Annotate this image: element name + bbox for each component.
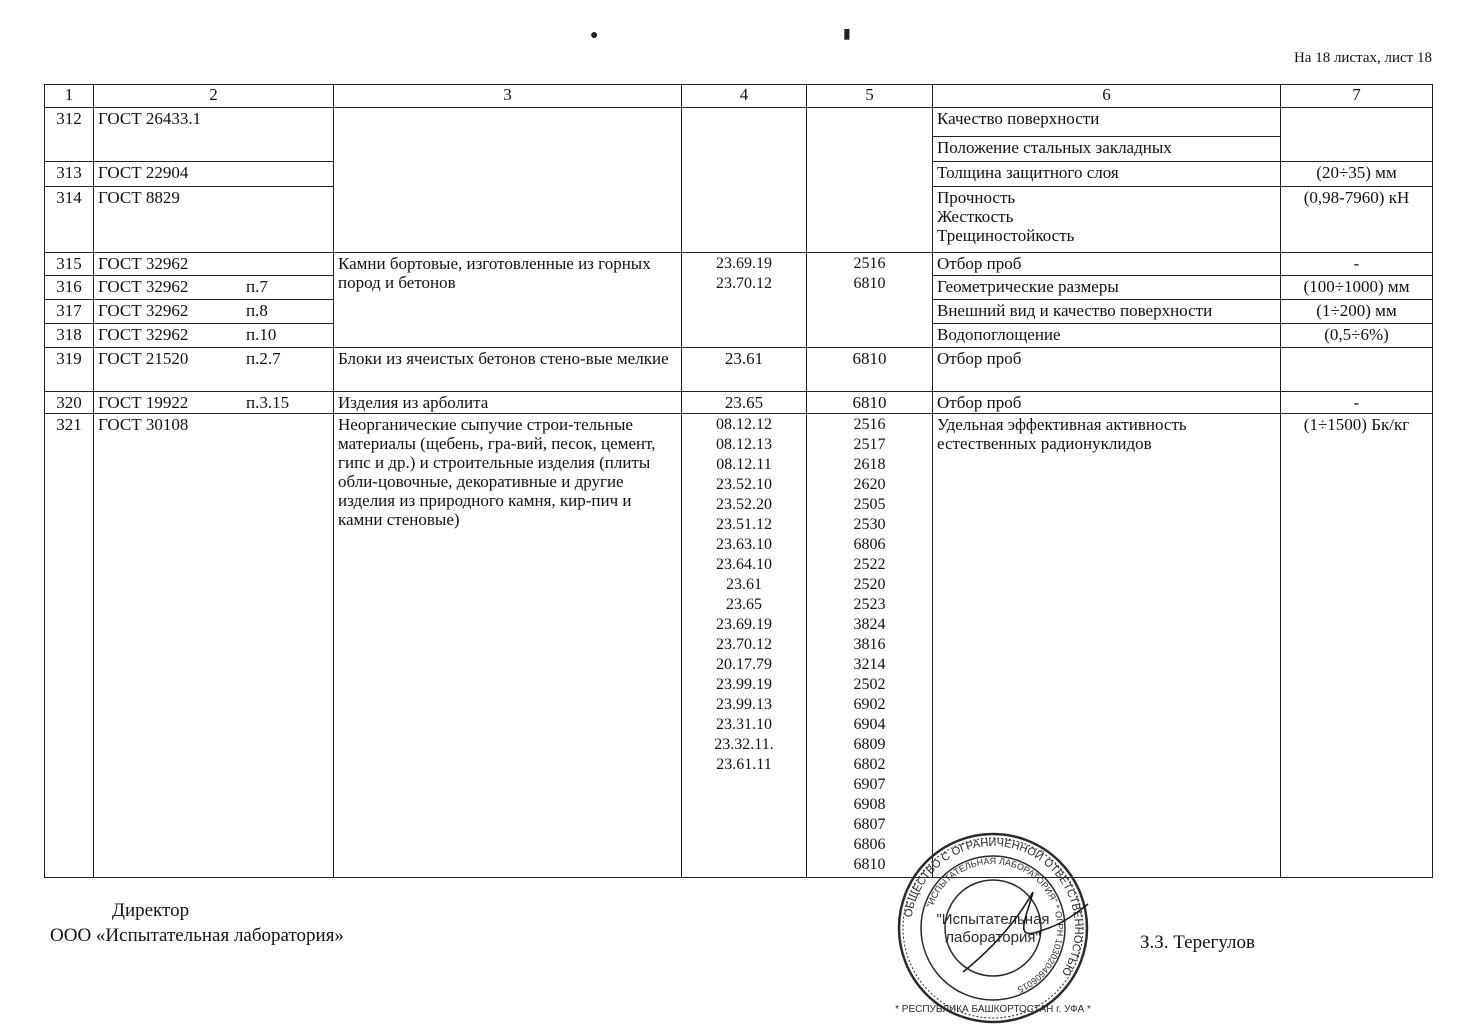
gost-standard: ГОСТ 21520: [98, 349, 189, 368]
parameter-group: [933, 187, 1281, 253]
stamp-center-line: "Испытательная: [936, 911, 1050, 928]
table-row: [45, 108, 1433, 137]
organization-name: ООО «Испытательная лаборатория»: [50, 925, 344, 946]
tnved-code-list: [807, 253, 933, 348]
okpd-code: 23.31.10: [716, 716, 772, 733]
signer-name: З.З. Терегулов: [1140, 932, 1255, 953]
row-number: 314: [45, 187, 94, 253]
row-number: 317: [45, 300, 94, 324]
tnved-code: 6902: [853, 696, 886, 713]
okpd-code: 08.12.11: [716, 456, 772, 473]
tnved-code: 2517: [853, 436, 886, 453]
okpd-code: 23.51.12: [716, 516, 772, 533]
column-header: 3: [334, 85, 682, 108]
gost-clause: п.10: [246, 325, 277, 344]
tnved-code: 3824: [853, 616, 886, 633]
gost-standard: ГОСТ 30108: [94, 414, 334, 878]
gost-standard: ГОСТ 32962: [94, 253, 334, 276]
tnved-code: 6809: [853, 736, 886, 753]
okpd-code: 23.65: [726, 596, 762, 613]
stamp-outer-text: ОБЩЕСТВО С ОГРАНИЧЕННОЙ ОТВЕТСТВЕННОСТЬЮ: [902, 836, 1085, 978]
tnved-code: 2620: [853, 476, 886, 493]
parameter: Жесткость: [937, 207, 1014, 226]
parameter: Толщина защитного слоя: [933, 162, 1281, 187]
row-number: 312: [45, 108, 94, 162]
row-number: 316: [45, 276, 94, 300]
okpd-code: 23.63.10: [716, 536, 772, 553]
tnved-code: 2530: [853, 516, 886, 533]
object-description: Блоки из ячеистых бетонов стено-вые мелкие: [334, 348, 682, 392]
okpd-code: 23.61.11: [716, 756, 772, 773]
column-header: 6: [933, 85, 1281, 108]
object-description: Неорганические сыпучие строи-тельные материалы (щебень, гра-вий, песок, цемент, гипс и др.) и строительные изделия (плиты обли-цовочные, декоративные и другие изделия из природного камня, кир-пич и камни стеновые): [334, 414, 682, 878]
gost-standard-cell: [94, 392, 334, 414]
range: -: [1281, 253, 1433, 276]
gost-standard: ГОСТ 19922: [98, 393, 189, 412]
table-row: [45, 348, 1433, 392]
parameter: Водопоглощение: [933, 324, 1281, 348]
sheet-number-note: На 18 листах, лист 18: [1293, 50, 1432, 66]
parameter: Внешний вид и качество поверхности: [933, 300, 1281, 324]
tnved-code: 6810: [807, 392, 933, 414]
okpd-code-cell: [682, 108, 807, 253]
gost-standard: ГОСТ 22904: [94, 162, 334, 187]
object-description: Камни бортовые, изготовленные из горных пород и бетонов: [334, 253, 682, 348]
okpd-code: 23.32.11.: [714, 736, 774, 753]
okpd-code: 23.61: [726, 576, 762, 593]
tnved-code: 6904: [853, 716, 886, 733]
tnved-code-cell: [807, 108, 933, 253]
parameter: Геометрические размеры: [933, 276, 1281, 300]
okpd-code: 23.65: [682, 392, 807, 414]
parameter: Прочность: [937, 188, 1016, 207]
tnved-code: 3214: [853, 656, 886, 673]
gost-standard-cell: [94, 300, 334, 324]
gost-standard: ГОСТ 32962: [98, 301, 189, 320]
parameter: Отбор проб: [933, 392, 1281, 414]
organization-stamp: [893, 832, 1093, 1024]
okpd-code-list: [682, 253, 807, 348]
okpd-code: 08.12.13: [716, 436, 772, 453]
tnved-code: 6810: [853, 275, 886, 292]
scan-artifact: ▮: [843, 27, 851, 42]
tnved-code-list: [807, 414, 933, 878]
gost-standard: ГОСТ 32962: [98, 325, 189, 344]
parameter: Отбор проб: [933, 348, 1281, 392]
okpd-code: 23.64.10: [716, 556, 772, 573]
row-number: 321: [45, 414, 94, 878]
gost-standard: ГОСТ 8829: [94, 187, 334, 253]
range: (1÷200) мм: [1281, 300, 1433, 324]
row-number: 319: [45, 348, 94, 392]
tnved-code: 2502: [853, 676, 886, 693]
stamp-bottom-text: * РЕСПУБЛИКА БАШКОРТОСТАН г. УФА *: [895, 1004, 1091, 1015]
okpd-code: 23.52.20: [716, 496, 772, 513]
object-cell: [334, 108, 682, 253]
okpd-code: 23.99.13: [716, 696, 772, 713]
table-row: [45, 392, 1433, 414]
parameter: Отбор проб: [933, 253, 1281, 276]
okpd-code: 23.99.19: [716, 676, 772, 693]
range: (0,5÷6%): [1281, 324, 1433, 348]
parameter: Качество поверхности: [933, 108, 1281, 137]
range: -: [1281, 392, 1433, 414]
table-row: [45, 253, 1433, 276]
table-row: [45, 414, 1433, 878]
row-number: 320: [45, 392, 94, 414]
gost-standard-cell: [94, 348, 334, 392]
row-number: 315: [45, 253, 94, 276]
signer-title: Директор: [112, 900, 190, 921]
okpd-code: 23.69.19: [716, 616, 772, 633]
table-header-row: [45, 85, 1433, 108]
column-header: 7: [1281, 85, 1433, 108]
tnved-code: 6810: [853, 856, 886, 873]
range: (0,98-7960) кН: [1281, 187, 1433, 253]
tnved-code: 6908: [853, 796, 886, 813]
tnved-code: 6807: [853, 816, 886, 833]
stamp-center-line: лаборатория": [945, 929, 1041, 946]
row-number: 313: [45, 162, 94, 187]
tnved-code: 6907: [853, 776, 886, 793]
range: (20÷35) мм: [1281, 162, 1433, 187]
range: [1281, 348, 1433, 392]
row-number: 318: [45, 324, 94, 348]
parameter: Трещиностойкость: [937, 226, 1075, 245]
range: (1÷1500) Бк/кг: [1281, 414, 1433, 878]
okpd-code: 20.17.79: [716, 656, 772, 673]
tnved-code: 2618: [853, 456, 886, 473]
gost-standard: ГОСТ 32962: [98, 277, 189, 296]
accreditation-scope-table: [44, 84, 1433, 878]
parameter: Удельная эффективная активность естественных радионуклидов: [933, 414, 1281, 878]
tnved-code: 2516: [853, 416, 886, 433]
tnved-code: 3816: [853, 636, 886, 653]
okpd-code: 23.61: [682, 348, 807, 392]
tnved-code: 2523: [853, 596, 886, 613]
range: (100÷1000) мм: [1281, 276, 1433, 300]
tnved-code: 6806: [853, 836, 886, 853]
okpd-code-list: [682, 414, 807, 878]
gost-clause: п.2.7: [246, 349, 281, 368]
tnved-code: 2520: [853, 576, 886, 593]
scan-artifact: ●: [590, 28, 599, 43]
column-header: 4: [682, 85, 807, 108]
okpd-code: 23.69.19: [716, 255, 772, 272]
gost-clause: п.3.15: [246, 393, 290, 412]
gost-clause: п.7: [246, 277, 268, 296]
tnved-code: 6810: [807, 348, 933, 392]
gost-standard: ГОСТ 26433.1: [94, 108, 334, 162]
okpd-code: 23.70.12: [716, 275, 772, 292]
okpd-code: 23.52.10: [716, 476, 772, 493]
tnved-code: 2522: [853, 556, 886, 573]
parameter: Положение стальных закладных: [933, 137, 1281, 162]
column-header: 5: [807, 85, 933, 108]
okpd-code: 23.70.12: [716, 636, 772, 653]
stamp-inner-text: "ИСПЫТАТЕЛЬНАЯ ЛАБОРАТОРИЯ" * ОГРН 1030204606015: [924, 855, 1066, 995]
column-header: 1: [45, 85, 94, 108]
tnved-code: 2505: [853, 496, 886, 513]
gost-standard-cell: [94, 324, 334, 348]
tnved-code: 6802: [853, 756, 886, 773]
tnved-code: 2516: [853, 255, 886, 272]
gost-clause: п.8: [246, 301, 268, 320]
gost-standard-cell: [94, 276, 334, 300]
okpd-code: 08.12.12: [716, 416, 772, 433]
tnved-code: 6806: [853, 536, 886, 553]
range: [1281, 108, 1433, 162]
object-description: Изделия из арболита: [334, 392, 682, 414]
column-header: 2: [94, 85, 334, 108]
